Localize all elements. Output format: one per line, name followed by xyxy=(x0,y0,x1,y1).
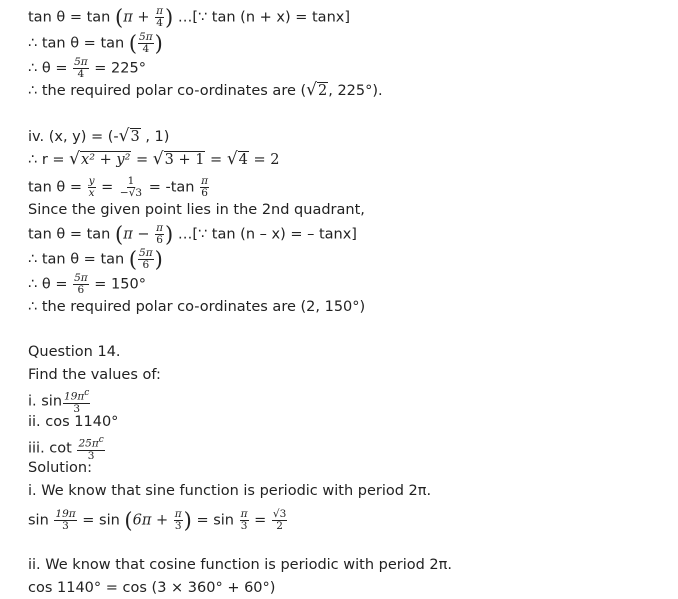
fraction: $\frac{1}{-√3}$ xyxy=(119,175,143,199)
text: = 150° xyxy=(94,276,146,293)
text: ∴ the required polar co-ordinates are (2, 150°) xyxy=(28,299,366,315)
fraction: $\frac{\pi}{6}$ xyxy=(156,222,163,246)
question-item-iii xyxy=(28,435,106,462)
fraction: $\frac{\pi}{3}$ xyxy=(174,508,182,532)
solution-step-1: i. We know that sine function is periodic with period 2π. xyxy=(28,483,432,499)
math-text: π − xyxy=(123,226,150,243)
fraction: $\frac{5\pi}{4}$ xyxy=(74,56,88,80)
text: iv. (x, y) = (- xyxy=(28,129,119,145)
tan-theta-line-4: tan θ = tan (π − $\frac{\pi}{6}$ ) …[∵ tan (n – x) = – tanx] xyxy=(28,222,357,247)
math-text: 6π + xyxy=(132,512,169,529)
tan-theta-line-1 xyxy=(28,6,350,29)
fraction: $\frac{\pi}{6}$ xyxy=(201,175,208,199)
text: sin xyxy=(28,512,49,529)
tan-theta-line-3: tan θ = $\frac{y}{x}$ = $\frac{1}{-√3}$ = -tan $\frac{\pi}{6}$ xyxy=(28,175,208,199)
text: = sin xyxy=(82,512,120,529)
text: ∴ tan θ = tan xyxy=(28,251,125,268)
text: ∴ tan θ = tan xyxy=(28,35,125,52)
question-heading: Question 14. xyxy=(28,344,121,360)
sqrt: √4 xyxy=(226,149,248,169)
tan-theta-line-2: ∴ tan θ = tan ( $\frac{5\pi}{4}$ ) xyxy=(28,31,163,56)
fraction: $\frac{5\pi}{6}$ xyxy=(139,247,153,271)
fraction: $\frac{19\pi c}{3}$ xyxy=(64,388,90,415)
fraction: $\frac{5\pi}{4}$ xyxy=(139,31,153,55)
solution-equation-2: cos 1140° = cos (3 × 360° + 60°) xyxy=(28,580,276,596)
quadrant-line xyxy=(28,201,365,219)
text: = 225° xyxy=(94,60,146,77)
solution-step-2: ii. We know that cosine function is periodic with period 2π. xyxy=(28,557,452,573)
theta-line-2 xyxy=(28,273,146,296)
text: i. sin xyxy=(28,393,63,410)
text: ∴ θ = xyxy=(28,276,68,293)
solution-label: Solution: xyxy=(28,460,92,476)
fraction: $\frac{5\pi}{6}$ xyxy=(74,272,88,296)
question-item-ii: ii. cos 1140° xyxy=(28,414,119,430)
text: ∴ r = xyxy=(28,152,65,168)
text: , 225°). xyxy=(328,83,383,99)
paren-open: ( xyxy=(114,5,124,30)
text: tan θ = xyxy=(28,179,82,196)
solution-equation-1: sin $\frac{19\pi}{3}$ = sin (6π + $\frac{\pi}{3}$ ) = sin $\frac{\pi}{3}$ = $\frac{√3}{2}$ xyxy=(28,508,287,533)
radius-line: ∴ r = √x² + y² = √3 + 1 = √4 = 2 xyxy=(28,149,280,169)
tan-theta-line-5: ∴ tan θ = tan ( $\frac{5\pi}{6}$ ) xyxy=(28,247,163,272)
text: tan θ = tan xyxy=(28,9,111,26)
paren-close: ) xyxy=(165,5,174,30)
fraction: $\frac{√3}{2}$ xyxy=(272,508,287,532)
polar-result-line xyxy=(28,81,383,100)
sqrt: √2 xyxy=(306,80,328,100)
sqrt: √3 + 1 xyxy=(152,149,205,169)
sqrt: √3 xyxy=(118,126,140,146)
text: = sin xyxy=(196,512,235,529)
part-iv-heading xyxy=(28,127,169,146)
text: iii. cot xyxy=(28,440,72,457)
fraction: $\frac{19\pi}{3}$ xyxy=(55,508,76,532)
text: = -tan xyxy=(148,179,195,196)
question-item-i xyxy=(28,388,91,415)
text: …[∵ tan (n + x) = tanx] xyxy=(177,9,350,26)
question-prompt: Find the values of: xyxy=(28,367,161,383)
fraction: $\frac{\pi}{4}$ xyxy=(156,5,163,29)
text: ∴ θ = xyxy=(28,60,68,77)
math-text: π + xyxy=(123,9,150,26)
fraction: $\frac{y}{x}$ xyxy=(88,175,95,199)
theta-line xyxy=(28,57,146,80)
polar-result-line-2 xyxy=(28,298,365,316)
fraction: $\frac{\pi}{3}$ xyxy=(240,508,248,532)
text: …[∵ tan (n – x) = – tanx] xyxy=(177,226,357,243)
text: ∴ the required polar co-ordinates are ( xyxy=(28,83,307,99)
sqrt: √x² + y² xyxy=(69,149,131,169)
text: Since the given point lies in the 2nd quadrant, xyxy=(28,202,365,218)
text: , 1) xyxy=(140,129,170,145)
text: tan θ = tan xyxy=(28,226,111,243)
fraction: $\frac{25\pi c}{3}$ xyxy=(78,435,104,462)
